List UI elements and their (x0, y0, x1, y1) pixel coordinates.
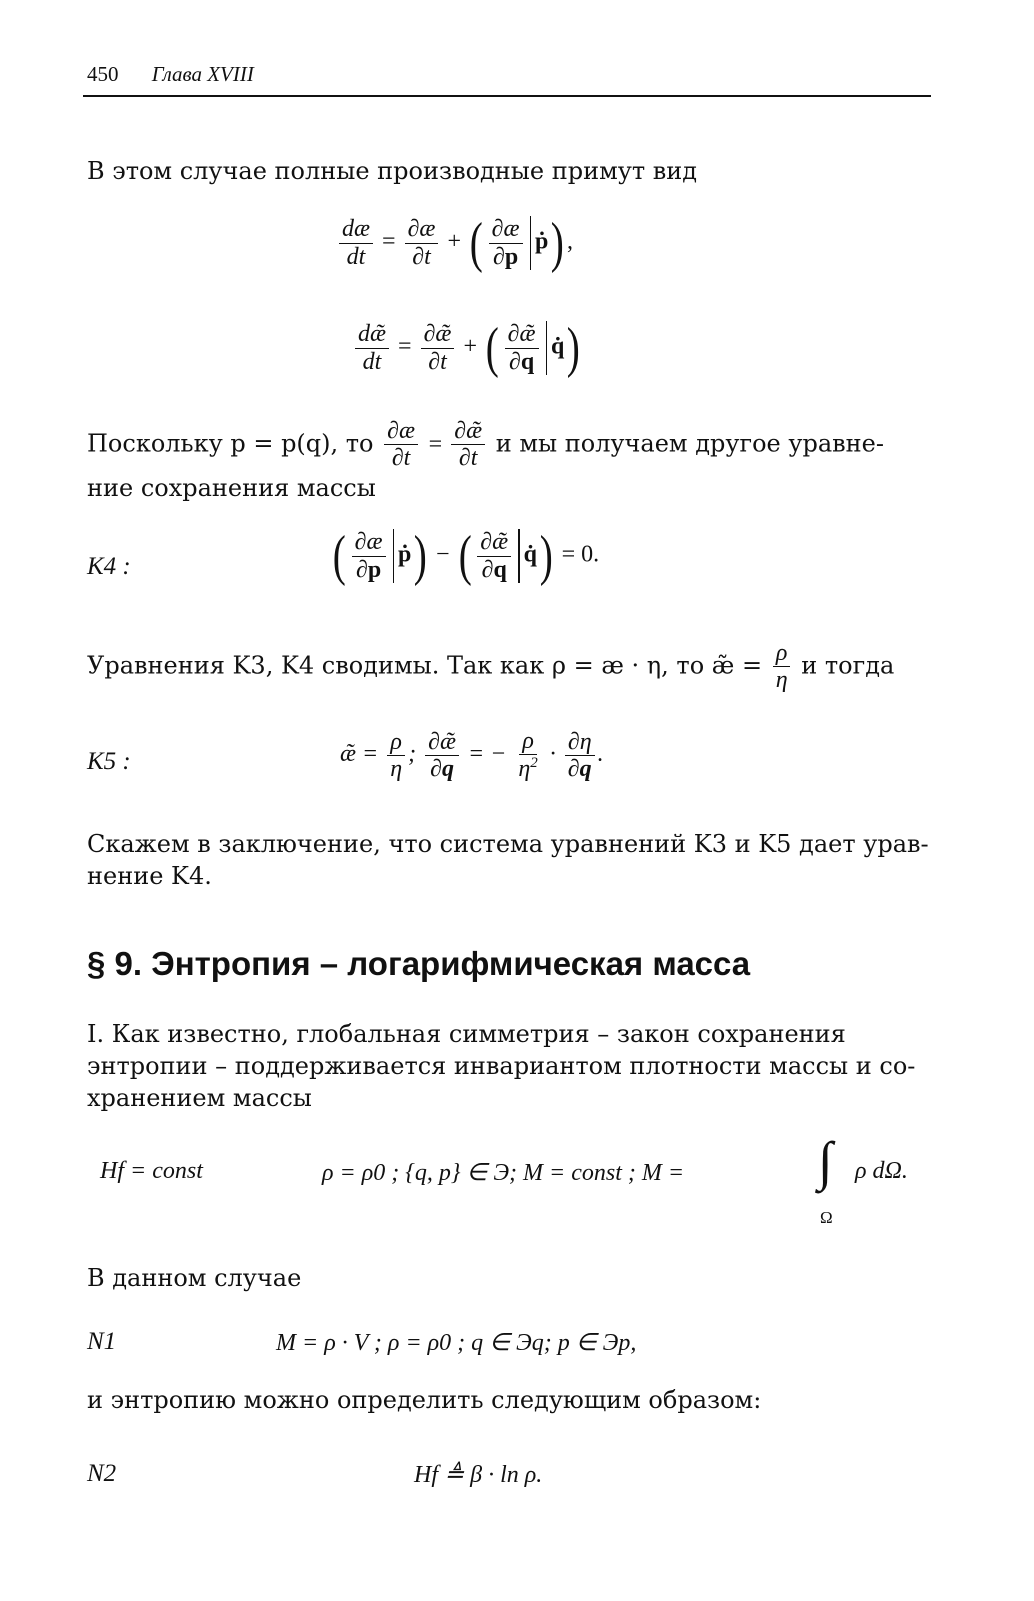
equation-n2: Hf ≜ β · ln ρ. (414, 1462, 543, 1488)
equation-k5: æ̃ = $\frac{\rho}{\eta}$ ; $\frac{\partial æ̃}{\partial q}$ = − $\frac{\rho}{\eta^2}$ · $\frac{\partial\eta}{\partial q}$ . (340, 728, 604, 783)
equation-total-derivative-q: $\frac{dæ̃}{dt}$ = $\frac{\partial æ̃}{\partial t}$ + ( $\frac{\partial æ̃}{\partial q}$ q̇) (352, 320, 583, 376)
equation-total-derivative-p: $\frac{dæ}{dt}$ = $\frac{\partial æ}{\partial t}$ + ( $\frac{\partial æ}{\partial p}$ ṗ) , (336, 215, 573, 271)
paragraph-reducible: Уравнения K3, K4 сводимы. Так как ρ = æ · η, то æ̃ = $\frac{\rho}{\eta}$ и тогда (87, 640, 895, 694)
equation-label-k5: K5 : (87, 748, 131, 775)
paragraph-entropy-definition: и энтропию можно определить следующим образом: (87, 1386, 762, 1414)
equation-hf-const: Hf = const (100, 1158, 203, 1184)
paragraph-conclusion-line1: Скажем в заключение, что система уравнений K3 и K5 дает урав- (87, 830, 929, 858)
equation-n1: M = ρ · V ; ρ = ρ0 ; q ∈ Эq; p ∈ Эp, (276, 1330, 637, 1356)
equation-label-k4: K4 : (87, 553, 131, 580)
chapter-title: Глава XVIII (151, 62, 254, 86)
equation-label-n2: N2 (87, 1460, 117, 1487)
section-heading: § 9. Энтропия – логарифмическая масса (87, 945, 751, 982)
paragraph-intro: В этом случае полные производные примут вид (87, 157, 698, 185)
running-header (87, 62, 254, 87)
paragraph-conclusion-line2: нение K4. (87, 862, 212, 890)
paragraph-entropy-line2: энтропии – поддерживается инвариантом плотности массы и со- (87, 1052, 916, 1080)
paragraph-since: Поскольку p = p(q), то $\frac{\partial æ}{\partial t}$ = $\frac{\partial æ̃}{\partial t}$ и мы получаем другое уравне- (87, 418, 884, 472)
page-number: 450 (87, 62, 119, 86)
paragraph-since-line2: ние сохранения массы (87, 474, 376, 502)
integral-domain: Ω (820, 1208, 833, 1227)
equation-label-n1: N1 (87, 1328, 117, 1355)
equation-k4: ( $\frac{\partial æ}{\partial p}$ ṗ) − ( $\frac{\partial æ̃}{\partial q}$ q̇) = 0. (332, 525, 600, 587)
paragraph-entropy-line3: хранением массы (87, 1084, 312, 1112)
equation-integrand: ρ dΩ. (855, 1158, 908, 1184)
header-rule (83, 95, 931, 97)
paragraph-entropy-line1: I. Как известно, глобальная симметрия – закон сохранения (87, 1020, 846, 1048)
equation-mass-conservation: ρ = ρ0 ; {q, p} ∈ Э; M = const ; M = (322, 1160, 685, 1186)
integral-sign: ∫ (818, 1131, 833, 1191)
paragraph-this-case: В данном случае (87, 1264, 302, 1292)
